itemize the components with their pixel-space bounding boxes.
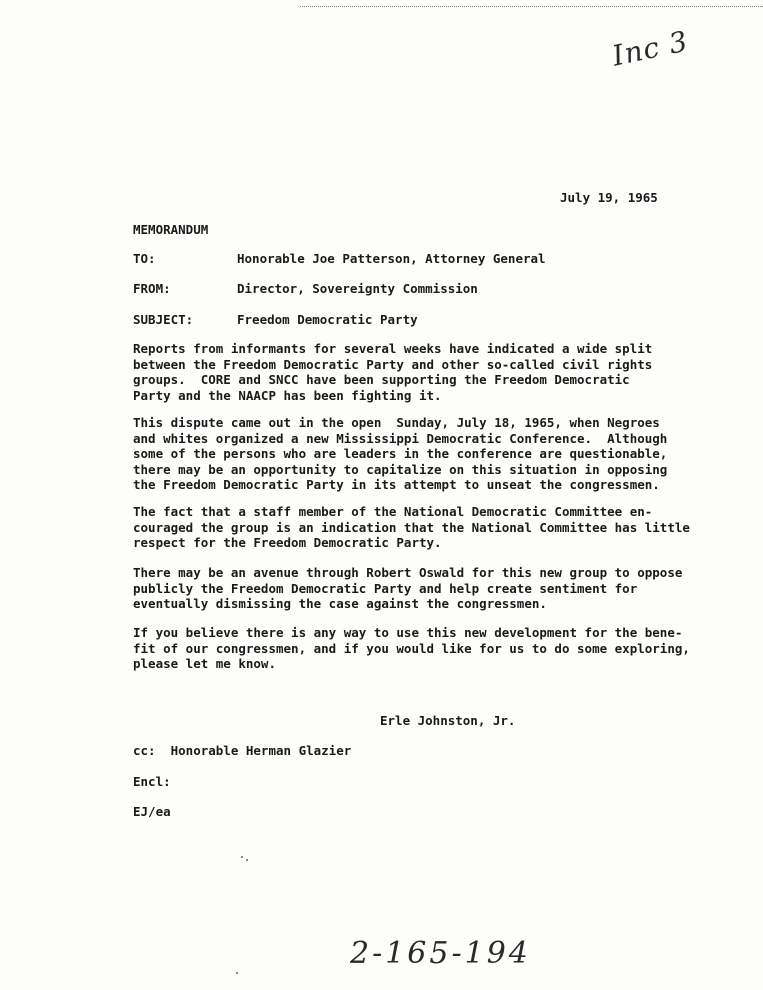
enclosure-line: Encl:	[133, 774, 171, 789]
handwritten-document-number: 2-165-194	[350, 936, 531, 971]
body-paragraph-1: Reports from informants for several weeks have indicated a wide split between the Freedom Democratic Party and other so-called civil rights groups. CORE and SNCC have been supporting the Freedom Democratic Party and the NAACP has been fighting it.	[133, 341, 653, 403]
scan-speck	[236, 972, 238, 974]
handwritten-annotation-top: Inc 3	[609, 24, 692, 73]
typist-initials: EJ/ea	[133, 804, 171, 819]
body-paragraph-5: If you believe there is any way to use this new development for the bene- fit of our congressmen, and if you would like for us to do some exploring, please let me know.	[133, 625, 690, 671]
carbon-copy-line: cc: Honorable Herman Glazier	[133, 743, 352, 758]
subject-value: Freedom Democratic Party	[237, 312, 418, 327]
body-paragraph-4: There may be an avenue through Robert Oswald for this new group to oppose publicly the Freedom Democratic Party and help create sentiment for eventually dismissing the case against the congressmen.	[133, 565, 683, 611]
memo-date: July 19, 1965	[560, 190, 658, 205]
signature-block: Erle Johnston, Jr.	[380, 713, 516, 728]
body-paragraph-2: This dispute came out in the open Sunday, July 18, 1965, when Negroes and whites organized a new Mississippi Democratic Conference. Although some of the persons who are leaders in the conference are questionable, there may be an opportunity to capitalize on this situation in opposing the Freedom Democratic Party in its attempt to unseat the congressmen.	[133, 415, 668, 492]
body-paragraph-3: The fact that a staff member of the National Democratic Committee en- couraged the group is an indication that the National Committee has little respect for the Freedom Democratic Party.	[133, 504, 690, 550]
scan-speck	[241, 856, 243, 858]
page-top-edge-mark	[300, 0, 763, 7]
memo-heading: MEMORANDUM	[133, 222, 209, 237]
to-value: Honorable Joe Patterson, Attorney General	[237, 251, 546, 266]
from-label: FROM:	[133, 281, 171, 296]
scan-speck	[246, 859, 248, 861]
subject-label: SUBJECT:	[133, 312, 194, 327]
to-label: TO:	[133, 251, 156, 266]
from-value: Director, Sovereignty Commission	[237, 281, 478, 296]
